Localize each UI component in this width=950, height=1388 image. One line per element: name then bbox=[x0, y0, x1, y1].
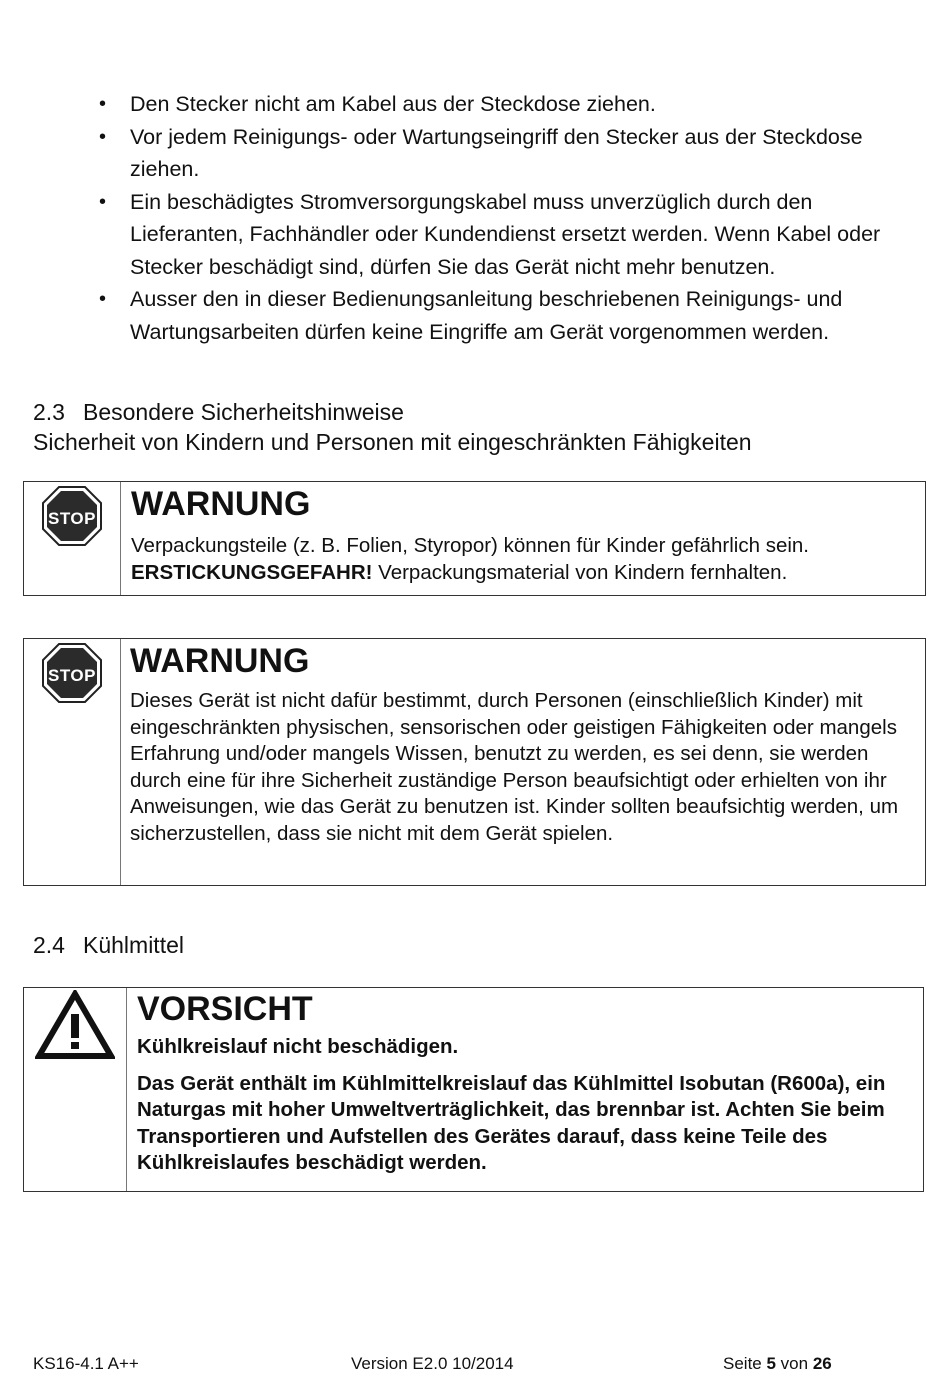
warning-box-packaging bbox=[23, 481, 926, 596]
footer-model: KS16-4.1 A++ bbox=[33, 1354, 139, 1373]
list-item: • Ausser den in dieser Bedienungsanleitung beschriebenen Reinigungs- und Wartungsarbeiten dürfen keine Eingriffe am Gerät vorgenommen werden. bbox=[96, 283, 916, 348]
footer-version: Version E2.0 10/2014 bbox=[351, 1354, 514, 1373]
page-separator: von bbox=[775, 1354, 813, 1373]
warning-text-cell bbox=[121, 482, 925, 595]
warning-box-persons bbox=[23, 638, 926, 886]
list-item: • Den Stecker nicht am Kabel aus der Steckdose ziehen. bbox=[96, 88, 916, 121]
caution-icon-cell bbox=[24, 988, 127, 1191]
stop-sign-text: STOP bbox=[48, 666, 96, 685]
caution-text-cell bbox=[127, 988, 923, 1191]
stop-sign-text: STOP bbox=[48, 509, 96, 528]
page-current: 5 bbox=[766, 1354, 776, 1373]
warning-text-cell bbox=[121, 639, 925, 885]
caution-box-coolant bbox=[23, 987, 924, 1192]
list-item: • Vor jedem Reinigungs- oder Wartungseingriff den Stecker aus der Steckdose ziehen. bbox=[96, 121, 916, 186]
warning-text: Verpackungsteile (z. B. Folien, Styropor) können für Kinder gefährlich sein. bbox=[131, 534, 809, 557]
caution-text: Das Gerät enthält im Kühlmittelkreislauf das Kühlmittel Isobutan (R600a), ein Naturgas mit hoher Umweltverträglichkeit, das brennbar ist. Achten Sie beim Transportieren und Aufstellen des Gerätes darauf, dass keine Teile des Kühlkreislaufes beschädigt werden. bbox=[137, 1071, 886, 1174]
list-item: • Ein beschädigtes Stromversorgungskabel muss unverzüglich durch den Lieferanten, Fachhändler oder Kundendienst ersetzt werden. Wenn Kabel oder Stecker beschädigt sind, dürfen Sie das Gerät nicht mehr benutzen. bbox=[96, 186, 916, 284]
danger-text: Verpackungsmaterial von Kindern fernhalten. bbox=[372, 560, 788, 584]
bullet-list bbox=[96, 88, 916, 348]
page-total: 26 bbox=[812, 1354, 832, 1373]
warning-title: WARNUNG bbox=[131, 485, 311, 523]
warning-triangle-icon bbox=[35, 990, 115, 1060]
caution-lead: Kühlkreislauf nicht beschädigen. bbox=[137, 1035, 459, 1058]
section-subtitle: Sicherheit von Kindern und Personen mit eingeschränkten Fähigkeiten bbox=[33, 429, 752, 455]
section-heading-2-4 bbox=[33, 931, 184, 960]
section-title: Besondere Sicherheitshinweise bbox=[83, 399, 404, 425]
warning-text: Dieses Gerät ist nicht dafür bestimmt, durch Personen (einschließlich Kinder) mit eingeschränkten physischen, sensorischen oder geistigen Fähigkeiten oder mangels Erfahrung und/oder mangels Wissen, benutzt zu werden, es sei denn, sie werden durch eine für ihre Sicherheit zuständige Person beaufsichtigt oder erhielten von ihr Anweisungen, wie das Gerät zu benutzen ist. Kinder sollten beaufsichtig werden, um sicherzustellen, dass sie nicht mit dem Gerät spielen. bbox=[130, 689, 899, 845]
footer-page-number bbox=[723, 1353, 832, 1375]
stop-sign-icon bbox=[41, 485, 103, 547]
danger-label: ERSTICKUNGSGEFAHR! bbox=[131, 560, 373, 584]
section-heading-2-3 bbox=[33, 398, 404, 427]
caution-title: VORSICHT bbox=[137, 990, 313, 1028]
warning-icon-cell bbox=[24, 482, 121, 595]
warning-title: WARNUNG bbox=[130, 642, 310, 680]
warning-text-2 bbox=[131, 560, 915, 587]
stop-sign-icon bbox=[41, 642, 103, 704]
warning-icon-cell bbox=[24, 639, 121, 885]
section-number: 2.3 bbox=[33, 399, 65, 425]
section-number: 2.4 bbox=[33, 932, 65, 958]
page-label: Seite bbox=[723, 1354, 767, 1373]
section-title: Kühlmittel bbox=[83, 932, 184, 958]
